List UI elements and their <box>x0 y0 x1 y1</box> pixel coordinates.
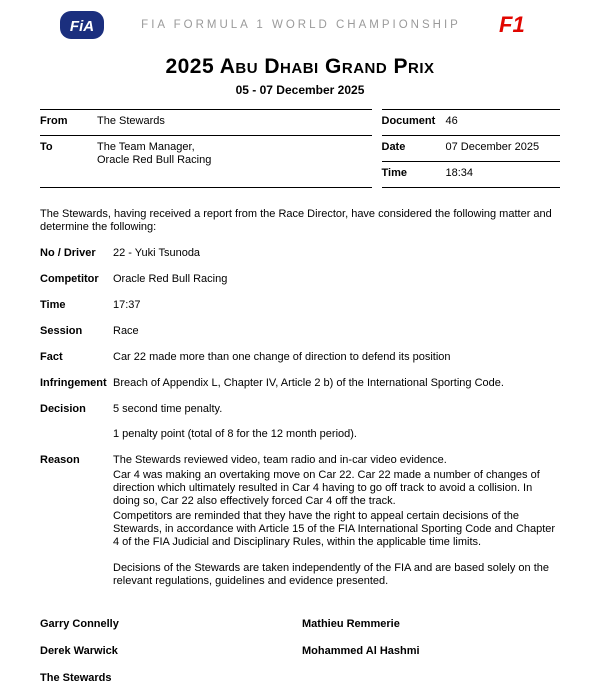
date-label: Date <box>382 136 446 162</box>
steward-signature-2: Mathieu Remmerie <box>302 618 400 630</box>
fia-logo-text: FiA <box>70 18 95 35</box>
session-value: Race <box>113 325 139 337</box>
event-title: 2025 Abu Dhabi Grand Prix <box>165 55 435 78</box>
championship-title: FIA FORMULA 1 WORLD CHAMPIONSHIP <box>141 19 461 31</box>
reason-paragraph-3: Competitors are reminded that they have the right to appeal certain decisions of the Stewards, in accordance with Article 15 of the FIA International Sporting Code and Chapter 4 of the FIA Judicial and Disciplinary Rules, within the applicable time limits. <box>113 510 556 548</box>
reason-label: Reason <box>40 454 80 466</box>
meta-document-row <box>382 110 561 136</box>
meta-date-row <box>382 136 561 162</box>
no-driver-label: No / Driver <box>40 247 96 259</box>
decision-paragraph-1: 5 second time penalty. <box>113 403 223 415</box>
fact-value: Car 22 made more than one change of direction to defend its position <box>113 351 451 363</box>
fact-label: Fact <box>40 351 63 363</box>
detail-row-competitor <box>40 273 560 286</box>
no-driver-value: 22 - Yuki Tsunoda <box>113 247 201 259</box>
decision-paragraph-2: 1 penalty point (total of 8 for the 12 month period). <box>113 428 357 440</box>
f1-logo-icon <box>497 13 541 37</box>
meta-to-row <box>40 136 372 188</box>
event-dates: 05 - 07 December 2025 <box>235 83 365 97</box>
intro-paragraph: The Stewards, having received a report from the Race Director, have considered the following matter and determine the following: <box>40 208 552 233</box>
reason-paragraph-2: Car 4 was making an overtaking move on Car 22. Car 22 made a number of changes of direction which ultimately resulted in Car 4 having to go off track to avoid a collision. In doing so, Car 22 also effectively forced Car 4 off the track. <box>113 469 540 507</box>
date-value: 07 December 2025 <box>446 136 561 162</box>
document-number-label: Document <box>382 110 446 136</box>
signature-row-2 <box>40 645 560 658</box>
decision-details <box>40 247 560 588</box>
from-label: From <box>40 110 97 136</box>
fia-logo-icon <box>59 10 105 40</box>
to-value <box>97 136 372 188</box>
incident-time-label: Time <box>40 299 66 311</box>
detail-row-infringement <box>40 377 560 390</box>
incident-time-value: 17:37 <box>113 299 141 311</box>
meta-from-row <box>40 110 372 136</box>
detail-row-reason <box>40 454 560 588</box>
document-header <box>40 8 560 42</box>
document-meta <box>40 109 560 188</box>
competitor-value: Oracle Red Bull Racing <box>113 273 228 285</box>
steward-signature-3: Derek Warwick <box>40 645 118 657</box>
to-value-line1: The Team Manager, <box>97 141 195 153</box>
reason-value <box>113 454 560 588</box>
to-label: To <box>40 136 97 188</box>
signatures-block <box>40 618 560 685</box>
infringement-label: Infringement <box>40 377 107 389</box>
time-value: 18:34 <box>446 162 561 188</box>
steward-signature-4: Mohammed Al Hashmi <box>302 645 420 657</box>
f1-logo-text: F1 <box>498 13 525 37</box>
reason-paragraph-4: Decisions of the Stewards are taken independently of the FIA and are based solely on the relevant regulations, guidelines and evidence presented. <box>113 562 549 587</box>
meta-from-to-table <box>40 109 372 188</box>
signatures-footer: The Stewards <box>40 672 112 684</box>
decision-value <box>113 403 560 441</box>
detail-row-decision <box>40 403 560 441</box>
detail-row-time <box>40 299 560 312</box>
time-label: Time <box>382 162 446 188</box>
from-value: The Stewards <box>97 110 372 136</box>
document-number-value: 46 <box>446 110 561 136</box>
to-value-line2: Oracle Red Bull Racing <box>97 154 212 166</box>
meta-time-row <box>382 162 561 188</box>
decision-label: Decision <box>40 403 86 415</box>
steward-signature-1: Garry Connelly <box>40 618 119 630</box>
infringement-value: Breach of Appendix L, Chapter IV, Article 2 b) of the International Sporting Code. <box>113 377 504 389</box>
detail-row-fact <box>40 351 560 364</box>
reason-paragraph-1: The Stewards reviewed video, team radio and in-car video evidence. <box>113 454 447 466</box>
detail-row-no-driver <box>40 247 560 260</box>
competitor-label: Competitor <box>40 273 99 285</box>
detail-row-session <box>40 325 560 338</box>
session-label: Session <box>40 325 83 337</box>
signature-row-1 <box>40 618 560 631</box>
meta-document-table <box>382 109 561 188</box>
